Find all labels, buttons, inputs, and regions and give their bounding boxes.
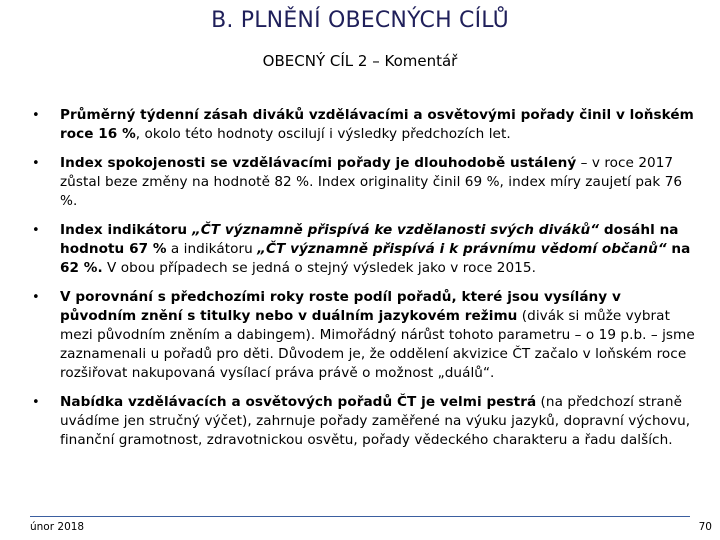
bullet-list (30, 106, 698, 460)
footer-divider (30, 516, 690, 517)
bullet-text-run: , okolo této hodnoty oscilují i výsledky předchozích let. (135, 126, 511, 142)
slide-title: B. PLNĚNÍ OBECNÝCH CÍLŮ (211, 8, 509, 33)
bullet-marker-icon: • (32, 395, 40, 410)
bullet-item (30, 106, 698, 144)
bullet-text-run: dosáhl na hodnotu 67 % (60, 222, 679, 257)
bullet-item (30, 154, 698, 211)
bullet-text-run: (divák si může vybrat mezi původním zněním a dabingem). Mimořádný nárůst tohoto parametru – o 19 p.b. – jsme zaznamenali u pořadů pro děti. Důvodem je, že oddělení akvizice ČT začalo v loňském roce rozšiřovat nakupovaná vysílací práva právě o možnost „duálů“. (60, 308, 695, 381)
bullet-text-run: Průměrný týdenní zásah diváků vzdělávacími a osvětovými pořady činil v loňském roce 16 % (60, 107, 694, 142)
bullet-text-run: (na předchozí straně uvádíme jen stručný výčet), zahrnuje pořady zaměřené na výuku jazyků, dopravní výchovu, finanční gramotnost, zdravotnickou osvětu, pořady vědeckého charakteru a řadu dalších. (60, 394, 691, 448)
bullet-text-run: „ČT významně přispívá i k právnímu vědomí občanů“ (257, 241, 667, 257)
bullet-text-run: „ČT významně přispívá ke vzdělanosti svých diváků“ (191, 222, 600, 238)
bullet-marker-icon: • (32, 290, 40, 305)
bullet-item (30, 288, 698, 383)
bullet-item (30, 221, 698, 278)
bullet-text-run: V porovnání s předchozími roky roste podíl pořadů, které jsou vysílány v původním znění s titulky nebo v duálním jazykovém režimu (60, 289, 621, 324)
bullet-text-run: – v roce 2017 zůstal beze změny na hodnotě 82 %. Index originality činil 69 %, index míry zaujetí pak 76 %. (60, 155, 683, 209)
bullet-marker-icon: • (32, 156, 40, 171)
bullet-marker-icon: • (32, 108, 40, 123)
bullet-text-run: V obou případech se jedná o stejný výsledek jako v roce 2015. (102, 260, 536, 276)
page-number: 70 (698, 521, 712, 533)
bullet-marker-icon: • (32, 223, 40, 238)
footer-date: únor 2018 (30, 521, 85, 533)
bullet-text-run: Index spokojenosti se vzdělávacími pořady je dlouhodobě ustálený (60, 155, 577, 171)
bullet-text-run: a indikátoru (166, 241, 258, 257)
bullet-text-run: na 62 %. (60, 241, 691, 276)
bullet-text-run: Nabídka vzdělávacích a osvětových pořadů ČT je velmi pestrá (60, 394, 537, 410)
slide-subtitle: OBECNÝ CÍL 2 – Komentář (262, 52, 458, 70)
bullet-text-run: Index indikátoru (60, 222, 192, 238)
bullet-item (30, 393, 698, 450)
